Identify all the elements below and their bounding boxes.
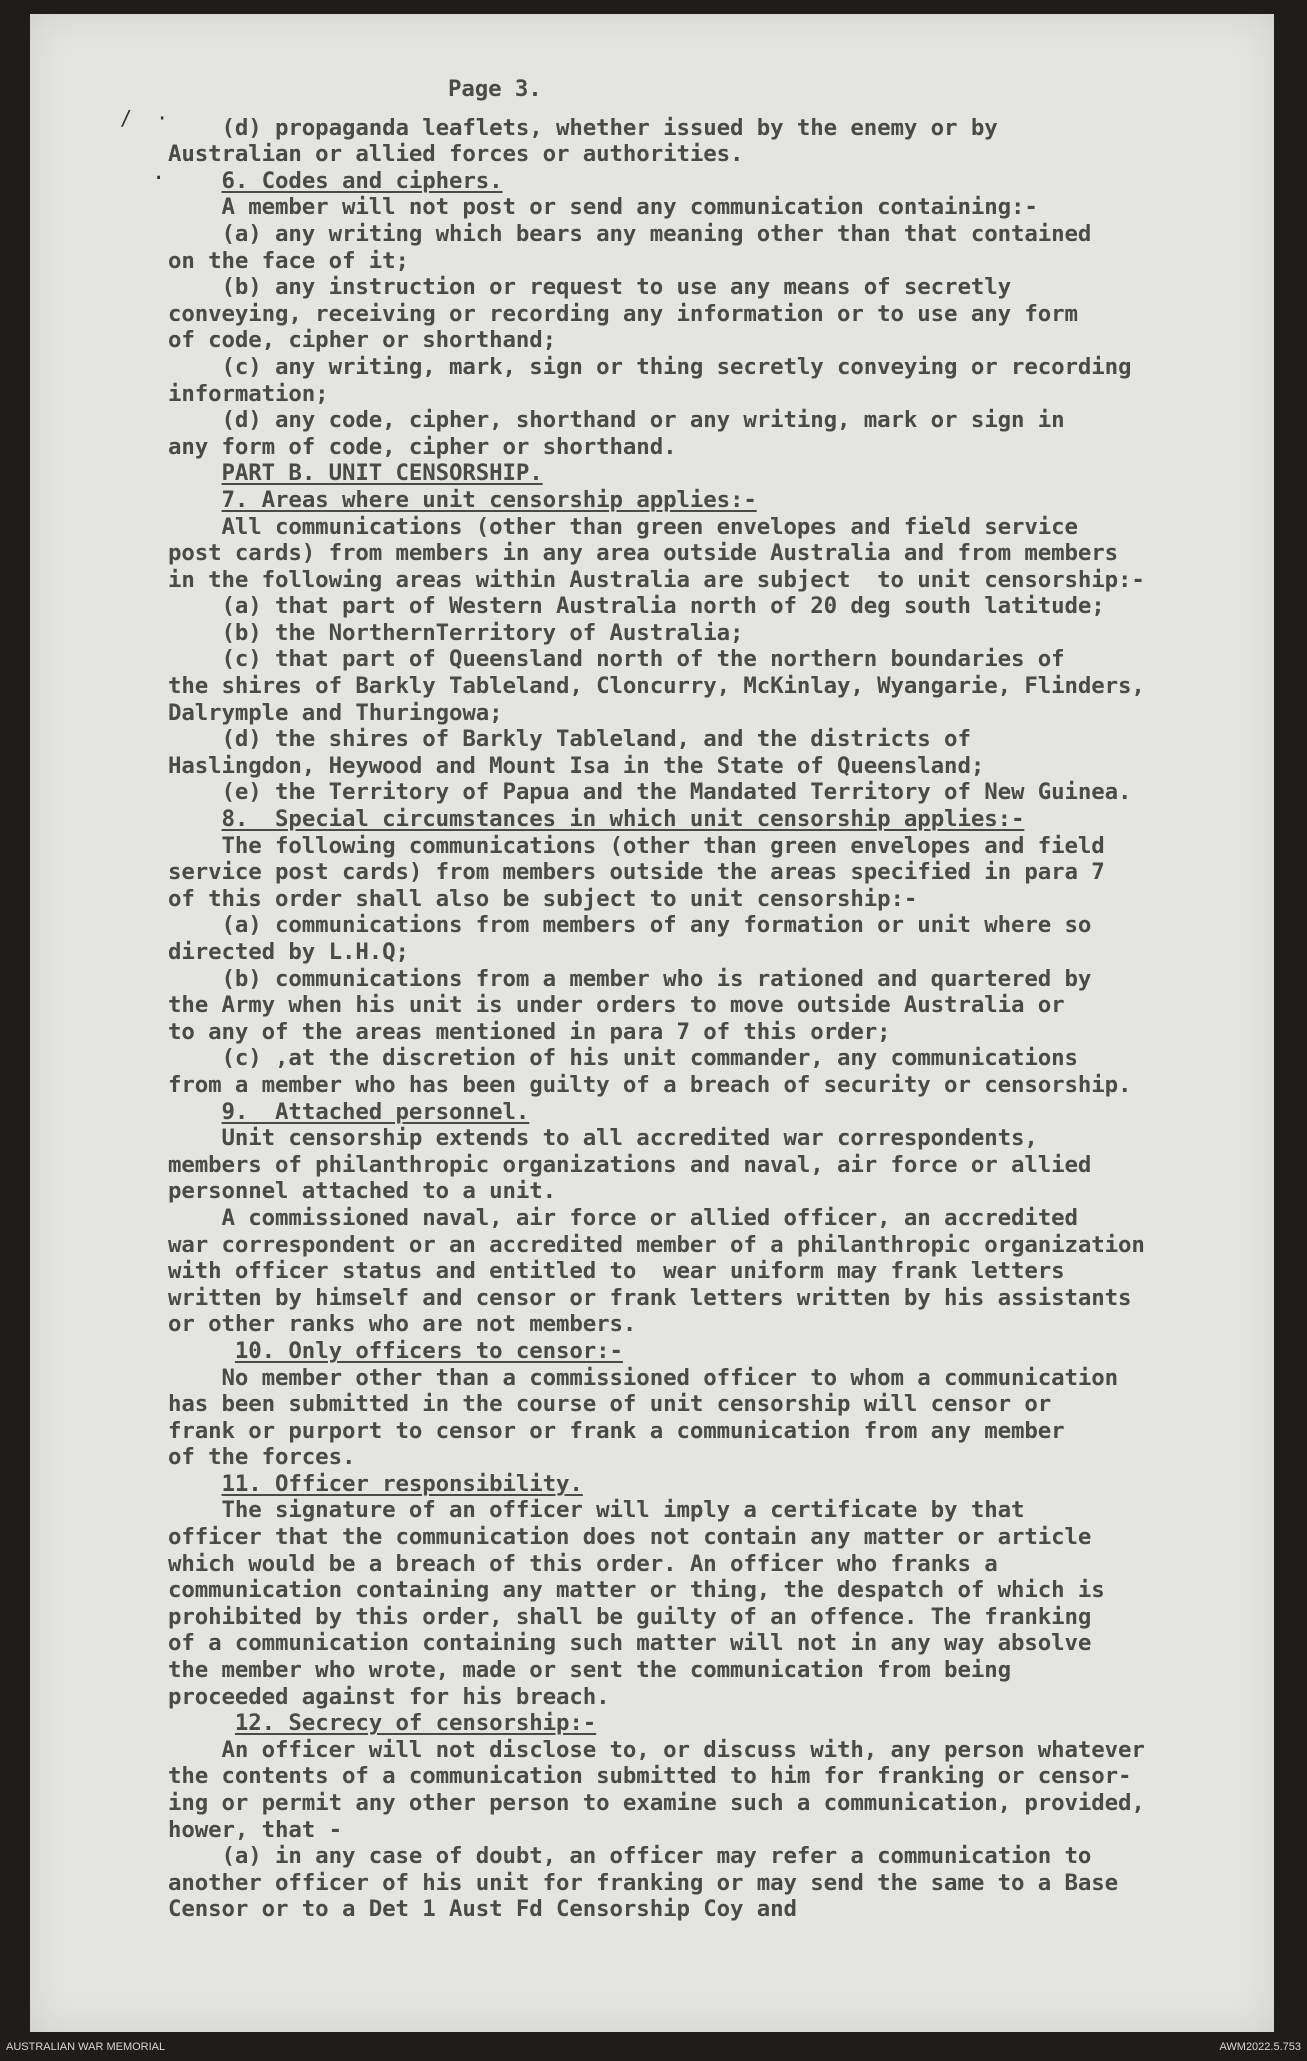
text-line: written by himself and censor or frank letters written by his assistants <box>168 1284 1132 1311</box>
text-line: The signature of an officer will imply a certificate by that <box>168 1497 1025 1524</box>
text-line: (d) propaganda leaflets, whether issued by the enemy or by <box>168 114 998 141</box>
text-line: The following communications (other than green envelopes and field <box>168 832 1105 859</box>
document-lines <box>168 115 1274 1923</box>
text-line: from a member who has been guilty of a breach of security or censorship. <box>168 1071 1132 1098</box>
text-line: (a) any writing which bears any meaning other than that contained <box>168 220 1092 247</box>
text-line: the shires of Barkly Tableland, Cloncurry, McKinlay, Wyangarie, Flinders, <box>168 673 1145 700</box>
text-line: (b) the NorthernTerritory of Australia; <box>168 619 744 646</box>
text-line: directed by L.H.Q; <box>168 939 409 965</box>
text-line: another officer of his unit for franking or may send the same to a Base <box>168 1869 1119 1896</box>
section-heading: PART B. UNIT CENSORSHIP. <box>221 460 543 487</box>
section-heading: 12. Secrecy of censorship:- <box>234 1710 597 1737</box>
text-line: post cards) from members in any area outside Australia and from members <box>168 540 1119 567</box>
text-line: which would be a breach of this order. An officer who franks a <box>168 1550 998 1577</box>
text-line: ing or permit any other person to examine such a communication, provided, <box>168 1790 1145 1816</box>
text-line: in the following areas within Australia are subject to unit censorship:- <box>168 566 1145 593</box>
text-line: (e) the Territory of Papua and the Mandated Territory of New Guinea. <box>168 779 1132 806</box>
text-line: Haslingdon, Heywood and Mount Isa in the State of Queensland; <box>168 752 985 779</box>
section-heading: 11. Officer responsibility. <box>221 1470 583 1497</box>
text-line: (c) ,at the discretion of his unit commander, any communications <box>168 1045 1078 1072</box>
text-line: of code, cipher or shorthand; <box>168 327 557 354</box>
text-line: any form of code, cipher or shorthand. <box>168 433 677 460</box>
text-line: of the forces. <box>168 1444 356 1471</box>
text-line: Censor or to a Det 1 Aust Fd Censorship Coy and <box>168 1896 797 1923</box>
section-heading: 9. Attached personnel. <box>221 1098 530 1125</box>
text-line: (a) in any case of doubt, an officer may refer a communication to <box>168 1843 1092 1870</box>
text-line: the contents of a communication submitted to him for franking or censor- <box>168 1763 1132 1790</box>
text-line: the member who wrote, made or sent the communication from being <box>168 1657 1011 1684</box>
text-line: An officer will not disclose to, or discuss with, any person whatever <box>168 1736 1145 1763</box>
text-line: (b) communications from a member who is rationed and quartered by <box>168 965 1092 992</box>
text-line: (d) the shires of Barkly Tableland, and the districts of <box>168 726 971 753</box>
page-number: Page 3. <box>448 76 542 102</box>
text-line: (a) that part of Western Australia north of 20 deg south latitude; <box>168 593 1105 620</box>
text-line: personnel attached to a unit. <box>168 1178 557 1205</box>
footer-archive-name: AUSTRALIAN WAR MEMORIAL <box>6 2041 166 2053</box>
text-line: the Army when his unit is under orders to move outside Australia or <box>168 992 1065 1019</box>
text-line: of a communication containing such matter will not in any way absolve <box>168 1630 1092 1657</box>
text-line: (a) communications from members of any formation or unit where so <box>168 912 1092 939</box>
text-line: prohibited by this order, shall be guilty of an offence. The franking <box>168 1603 1092 1630</box>
text-line: conveying, receiving or recording any information or to use any form <box>168 300 1078 327</box>
text-line: proceeded against for his breach. <box>168 1683 610 1710</box>
text-line: Dalrymple and Thuringowa; <box>168 699 503 726</box>
text-line: (b) any instruction or request to use any means of secretly <box>168 274 1011 301</box>
section-heading: 8. Special circumstances in which unit censorship applies:- <box>221 806 1025 833</box>
section-heading: 6. Codes and ciphers. <box>221 167 503 194</box>
text-line: hower, that - <box>168 1816 342 1843</box>
text-line: Australian or allied forces or authorities. <box>168 141 744 168</box>
text-line: frank or purport to censor or frank a communication from any member <box>168 1417 1065 1444</box>
footer-catalogue-id: AWM2022.5.753 <box>1219 2041 1301 2053</box>
text-line: on the face of it; <box>168 247 409 274</box>
text-line: A commissioned naval, air force or allied officer, an accredited <box>168 1204 1078 1231</box>
text-line: has been submitted in the course of unit censorship will censor or <box>168 1391 1052 1418</box>
text-line: members of philanthropic organizations and naval, air force or allied <box>168 1151 1092 1178</box>
text-line: to any of the areas mentioned in para 7 of this order; <box>168 1018 891 1045</box>
text-line: A member will not post or send any communication containing:- <box>168 194 1038 221</box>
section-heading: 10. Only officers to censor:- <box>234 1337 623 1364</box>
text-line: communication containing any matter or thing, the despatch of which is <box>168 1577 1105 1604</box>
section-heading: 7. Areas where unit censorship applies:- <box>221 486 757 513</box>
text-line: service post cards) from members outside the areas specified in para 7 <box>168 859 1105 886</box>
document-page <box>30 14 1274 2032</box>
text-line: or other ranks who are not members. <box>168 1311 637 1338</box>
pencil-marks: / · <box>120 106 175 130</box>
text-line: (d) any code, cipher, shorthand or any writing, mark or sign in <box>168 407 1065 434</box>
text-line: of this order shall also be subject to unit censorship:- <box>168 885 918 912</box>
pin-mark: · <box>152 166 166 191</box>
text-line: (c) any writing, mark, sign or thing secretly conveying or recording <box>168 353 1132 380</box>
text-line: war correspondent or an accredited member of a philanthropic organization <box>168 1231 1145 1258</box>
document-body <box>168 76 1274 1923</box>
text-line: information; <box>168 380 329 407</box>
text-line: with officer status and entitled to wear uniform may frank letters <box>168 1258 1065 1285</box>
text-line: All communications (other than green envelopes and field service <box>168 513 1078 540</box>
text-line: Unit censorship extends to all accredited war correspondents, <box>168 1125 1038 1152</box>
footer-bar <box>0 2032 1307 2061</box>
text-line: (c) that part of Queensland north of the northern boundaries of <box>168 646 1065 673</box>
text-line: officer that the communication does not contain any matter or article <box>168 1524 1092 1551</box>
text-line: No member other than a commissioned officer to whom a communication <box>168 1364 1119 1391</box>
